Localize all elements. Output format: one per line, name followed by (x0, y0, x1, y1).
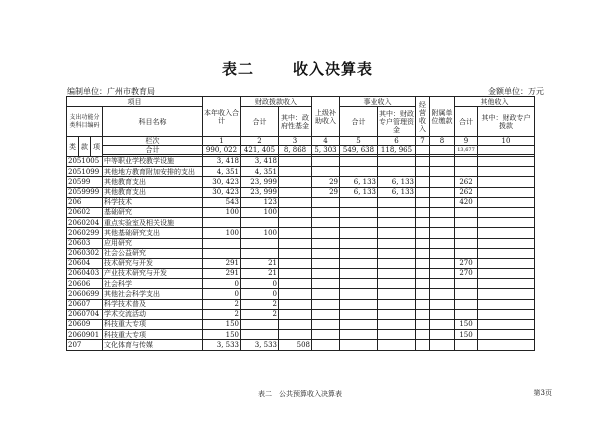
row-code: 2060299 (67, 228, 103, 238)
total-c1: 990, 022 (203, 146, 241, 155)
row-c3 (279, 279, 312, 289)
row-c2: 100 (241, 207, 279, 217)
col-no-1: 1 (203, 137, 241, 146)
row-c3 (279, 218, 312, 228)
row-name: 其他地方教育附加安排的支出 (103, 167, 203, 177)
header-kuan: 款 (79, 137, 91, 157)
row-c9 (478, 279, 535, 289)
col-label: 栏次 (103, 137, 203, 146)
col-no-5: 5 (340, 137, 378, 146)
row-c1: 291 (203, 258, 241, 268)
row-c2 (241, 238, 279, 248)
row-c8: 262 (455, 187, 478, 197)
row-name: 社会科学 (103, 279, 203, 289)
header-lei: 类 (67, 137, 79, 157)
row-c8 (455, 289, 478, 299)
row-name: 科技重大专项 (103, 330, 203, 340)
row-name: 其他教育支出 (103, 177, 203, 187)
row-c8 (455, 228, 478, 238)
row-code: 207 (67, 340, 103, 350)
table-row (67, 207, 535, 217)
row-c5 (340, 309, 378, 319)
title-part1: 表二 (222, 60, 255, 78)
row-c2: 100 (241, 228, 279, 238)
table-row (67, 320, 535, 330)
row-c6 (378, 309, 416, 319)
col-no-4: 4 (312, 137, 340, 146)
table-row (67, 299, 535, 309)
row-c1 (203, 218, 241, 228)
row-c5: 6, 133 (340, 187, 378, 197)
row-c9 (478, 248, 535, 258)
header-func-code: 支出功能分类科目编码 (67, 107, 103, 137)
row-c9 (478, 177, 535, 187)
header-affiliated: 附属单位缴款 (430, 97, 455, 137)
total-c2: 421, 405 (241, 146, 279, 155)
row-code: 2060403 (67, 269, 103, 279)
row-code: 2060699 (67, 289, 103, 299)
row-c6 (378, 258, 416, 268)
row-c1: 0 (203, 279, 241, 289)
row-name: 基础研究 (103, 207, 203, 217)
row-c4 (312, 248, 340, 258)
row-c8: 150 (455, 320, 478, 330)
row-c6 (378, 238, 416, 248)
row-c8: 420 (455, 197, 478, 207)
row-c5 (340, 269, 378, 279)
row-c3 (279, 238, 312, 248)
row-c3 (279, 207, 312, 217)
row-c3 (279, 167, 312, 177)
row-c2: 0 (241, 289, 279, 299)
page-number: 第3页 (533, 389, 552, 397)
row-c5 (340, 167, 378, 177)
row-c1: 3, 418 (203, 157, 241, 167)
row-c2: 3, 418 (241, 157, 279, 167)
row-c9 (478, 157, 535, 167)
row-c6 (378, 167, 416, 177)
row-c9 (478, 269, 535, 279)
row-c6 (378, 157, 416, 167)
row-c4 (312, 299, 340, 309)
row-code: 2059999 (67, 187, 103, 197)
row-c8: 270 (455, 258, 478, 268)
row-c6 (378, 197, 416, 207)
header-business: 事业收入 (340, 97, 416, 107)
row-c3 (279, 258, 312, 268)
row-name: 其他教育支出 (103, 187, 203, 197)
row-c3 (279, 187, 312, 197)
row-c9 (478, 197, 535, 207)
table-row (67, 167, 535, 177)
row-c6 (378, 207, 416, 217)
table-row (67, 187, 535, 197)
header-other-special: 其中：财政专户拨款 (478, 107, 535, 137)
row-name: 中等职业学校教学设施 (103, 157, 203, 167)
table-row (67, 340, 535, 350)
row-c4 (312, 238, 340, 248)
row-name: 应用研究 (103, 238, 203, 248)
row-c4 (312, 269, 340, 279)
row-c4 (312, 289, 340, 299)
row-c9 (478, 207, 535, 217)
row-c9 (478, 320, 535, 330)
row-c4 (312, 218, 340, 228)
row-c9 (478, 289, 535, 299)
header-business-special: 其中：财政专户管理资金 (378, 107, 416, 137)
row-name: 重点实验室及相关设施 (103, 218, 203, 228)
row-code: 2051005 (67, 157, 103, 167)
row-c6 (378, 340, 416, 350)
income-table (66, 96, 535, 351)
row-c8 (455, 309, 478, 319)
row-c6 (378, 269, 416, 279)
row-c1: 30, 423 (203, 177, 241, 187)
row-c4 (312, 157, 340, 167)
row-c8 (455, 299, 478, 309)
row-c3 (279, 330, 312, 340)
row-code: 20599 (67, 177, 103, 187)
header-xiang: 项 (91, 137, 103, 157)
table-row (67, 289, 535, 299)
row-c5 (340, 320, 378, 330)
row-code: 2060204 (67, 218, 103, 228)
row-c2: 21 (241, 258, 279, 268)
col-no-9: 9 (455, 137, 478, 146)
row-c4 (312, 207, 340, 217)
row-name: 学术交流活动 (103, 309, 203, 319)
row-c8 (455, 279, 478, 289)
row-c3 (279, 177, 312, 187)
total-c5: 549, 638 (340, 146, 378, 155)
row-name: 科学技术 (103, 197, 203, 207)
header-subject-name: 科目名称 (103, 107, 203, 137)
header-superior: 上级补助收入 (312, 97, 340, 137)
footer-label: 表二 公共预算收入决算表 (258, 390, 342, 398)
row-c6 (378, 330, 416, 340)
row-c4 (312, 330, 340, 340)
row-c6 (378, 289, 416, 299)
row-c4: 29 (312, 177, 340, 187)
row-c5 (340, 197, 378, 207)
row-c8 (455, 248, 478, 258)
row-c8 (455, 238, 478, 248)
row-c2: 21 (241, 269, 279, 279)
row-c3 (279, 228, 312, 238)
header-other: 其他收入 (455, 97, 535, 107)
row-c9 (478, 228, 535, 238)
row-c4 (312, 197, 340, 207)
row-c5 (340, 340, 378, 350)
table-row (67, 157, 535, 167)
row-c5 (340, 248, 378, 258)
row-c6: 6, 133 (378, 177, 416, 187)
total-c3: 8, 868 (279, 146, 312, 155)
header-other-total: 合计 (455, 107, 478, 137)
row-c2 (241, 218, 279, 228)
row-code: 20609 (67, 320, 103, 330)
row-c3 (279, 299, 312, 309)
row-name: 其他基础研究支出 (103, 228, 203, 238)
row-c9 (478, 238, 535, 248)
row-c2 (241, 320, 279, 330)
row-name: 文化体育与传媒 (103, 340, 203, 350)
row-code: 2060704 (67, 309, 103, 319)
row-c1: 100 (203, 228, 241, 238)
header-fiscal-gov-fund: 其中：政府性基金 (279, 107, 312, 137)
table-header (67, 97, 535, 157)
total-c8: 13,677 (455, 146, 478, 155)
row-c2 (241, 248, 279, 258)
col-no-7: 7 (416, 137, 430, 146)
row-c2: 2 (241, 309, 279, 319)
table-row (67, 238, 535, 248)
row-c2: 123 (241, 197, 279, 207)
row-c8 (455, 167, 478, 177)
row-code: 20602 (67, 207, 103, 217)
row-c1: 291 (203, 269, 241, 279)
row-c9 (478, 218, 535, 228)
row-c9 (478, 187, 535, 197)
row-c6 (378, 248, 416, 258)
row-c1 (203, 238, 241, 248)
row-c5 (340, 238, 378, 248)
row-c2: 3, 533 (241, 340, 279, 350)
header-fiscal: 财政拨款收入 (241, 97, 312, 107)
row-c2: 2 (241, 299, 279, 309)
row-c5 (340, 157, 378, 167)
col-no-8: 8 (430, 137, 455, 146)
sum-label: 合计 (103, 146, 203, 155)
table-row (67, 330, 535, 340)
row-c1: 4, 351 (203, 167, 241, 177)
row-c2 (241, 330, 279, 340)
row-c2: 23, 999 (241, 177, 279, 187)
row-c1: 2 (203, 309, 241, 319)
row-c8: 270 (455, 269, 478, 279)
row-name: 社会公益研究 (103, 248, 203, 258)
row-c1: 0 (203, 289, 241, 299)
row-c1: 100 (203, 207, 241, 217)
row-c3 (279, 309, 312, 319)
row-code: 20606 (67, 279, 103, 289)
row-c5 (340, 299, 378, 309)
row-c4 (312, 309, 340, 319)
row-c4 (312, 167, 340, 177)
row-c5 (340, 218, 378, 228)
row-c5: 6, 133 (340, 177, 378, 187)
table-body (67, 157, 535, 351)
row-c1: 2 (203, 299, 241, 309)
row-c6 (378, 218, 416, 228)
row-c4 (312, 228, 340, 238)
table-row (67, 228, 535, 238)
row-c2: 23, 999 (241, 187, 279, 197)
row-name: 科技重大专项 (103, 320, 203, 330)
table-row (67, 279, 535, 289)
amount-unit: 金额单位：万元 (488, 87, 544, 96)
total-c4: 5, 303 (312, 146, 340, 155)
row-code: 206 (67, 197, 103, 207)
row-c4 (312, 258, 340, 268)
table-row (67, 269, 535, 279)
row-c1: 150 (203, 330, 241, 340)
row-c5 (340, 279, 378, 289)
row-c6: 6, 133 (378, 187, 416, 197)
table-row (67, 248, 535, 258)
row-c9 (478, 299, 535, 309)
row-c2: 0 (241, 279, 279, 289)
row-c1: 150 (203, 320, 241, 330)
row-name: 其他社会科学支出 (103, 289, 203, 299)
row-c8 (455, 157, 478, 167)
col-no-2: 2 (241, 137, 279, 146)
row-c9 (478, 330, 535, 340)
total-c6: 118, 965 (378, 146, 416, 155)
row-c1 (203, 248, 241, 258)
row-c5 (340, 330, 378, 340)
header-total-income: 本年收入合计 (203, 97, 241, 137)
row-c4 (312, 320, 340, 330)
row-c5 (340, 258, 378, 268)
header-item: 项目 (67, 97, 203, 107)
row-name: 产业技术研究与开发 (103, 269, 203, 279)
row-c6 (378, 299, 416, 309)
row-code: 2060302 (67, 248, 103, 258)
row-c9 (478, 309, 535, 319)
row-c3 (279, 157, 312, 167)
row-code: 20607 (67, 299, 103, 309)
header-fiscal-total: 合计 (241, 107, 279, 137)
row-c3 (279, 248, 312, 258)
row-c8 (455, 218, 478, 228)
row-c8 (455, 207, 478, 217)
table-row (67, 218, 535, 228)
row-c6 (378, 279, 416, 289)
row-c9 (478, 258, 535, 268)
row-c1: 543 (203, 197, 241, 207)
row-c4 (312, 279, 340, 289)
title-part2: 收入决算表 (293, 60, 374, 78)
row-c9 (478, 167, 535, 177)
row-c8 (455, 340, 478, 350)
row-code: 20603 (67, 238, 103, 248)
col-no-6: 6 (378, 137, 416, 146)
row-name: 科学技术普及 (103, 299, 203, 309)
row-c5 (340, 289, 378, 299)
row-name: 技术研究与开发 (103, 258, 203, 268)
row-c6 (378, 320, 416, 330)
table-row (67, 309, 535, 319)
row-c3 (279, 269, 312, 279)
row-c3 (279, 320, 312, 330)
row-code: 20604 (67, 258, 103, 268)
header-operating: 经营收入 (416, 97, 430, 137)
table-row (67, 197, 535, 207)
row-c4: 29 (312, 187, 340, 197)
row-c1: 30, 423 (203, 187, 241, 197)
header-business-total: 合计 (340, 107, 378, 137)
row-code: 2051099 (67, 167, 103, 177)
row-c3 (279, 289, 312, 299)
row-c1: 3, 533 (203, 340, 241, 350)
row-c3 (279, 197, 312, 207)
row-code: 2060901 (67, 330, 103, 340)
row-c4 (312, 340, 340, 350)
row-c6 (378, 228, 416, 238)
row-c5 (340, 207, 378, 217)
row-c3: 508 (279, 340, 312, 350)
col-no-3: 3 (279, 137, 312, 146)
table-row (67, 258, 535, 268)
compiling-unit: 编制单位：广州市教育局 (67, 87, 155, 96)
col-no-10: 10 (478, 137, 535, 146)
row-c5 (340, 228, 378, 238)
row-c8: 150 (455, 330, 478, 340)
table-row (67, 177, 535, 187)
row-c2: 4, 351 (241, 167, 279, 177)
row-c9 (478, 340, 535, 350)
row-c8: 262 (455, 177, 478, 187)
